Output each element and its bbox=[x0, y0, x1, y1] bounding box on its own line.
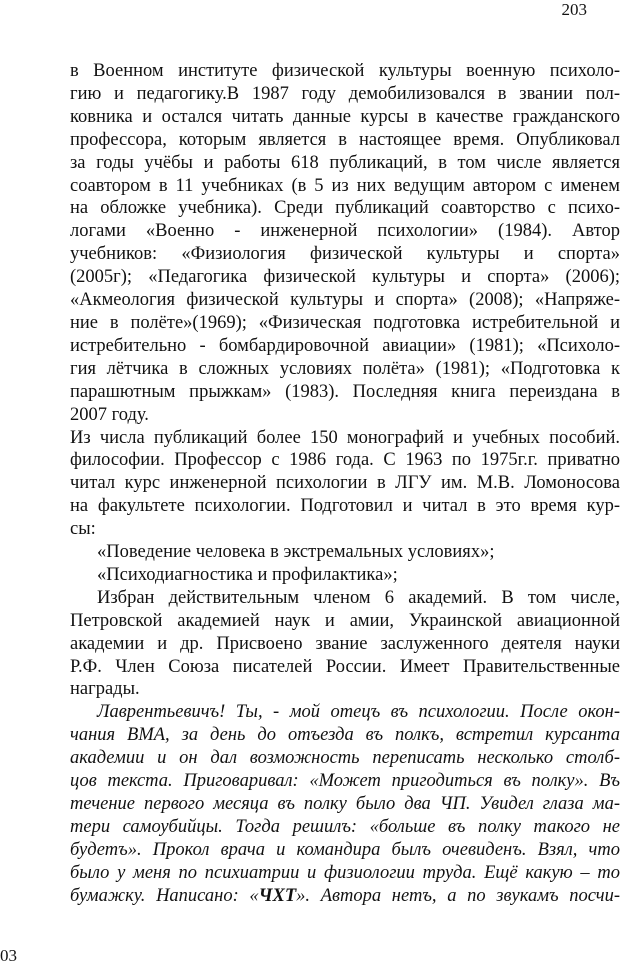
italic-text-line: тери самоубийцы. Тогда решилъ: «больше въ полку такого не bbox=[70, 816, 620, 837]
text-line: учебников: «Физиология физической культуры и спорта» bbox=[70, 244, 620, 265]
text-line: 2007 году. bbox=[70, 404, 149, 425]
text-line: ние в полёте»(1969); «Физическая подготовка истребительной и bbox=[70, 312, 620, 333]
text-line: истребительно - бомбардировочной авиации» (1981); «Психоло- bbox=[70, 335, 620, 356]
corner-page-number: 03 bbox=[0, 946, 17, 965]
text-line: гия лётчика в сложных условиях полёта» (1981); «Подготовка к bbox=[70, 358, 620, 379]
italic-text-line: цов текста. Приговаривал: «Может пригодиться въ полку». Въ bbox=[70, 771, 620, 792]
text-line: в Военном институте физической культуры военную психоло- bbox=[70, 61, 620, 81]
italic-text-line: чания ВМА, за день до отъезда въ полкъ, встретил курсанта bbox=[70, 725, 620, 746]
text-line: парашютным прыжкам» (1983). Последняя книга переиздана в bbox=[70, 381, 620, 402]
italic-text-line bbox=[70, 885, 620, 908]
course-item: «Поведение человека в экстремальных условиях»; bbox=[97, 542, 495, 563]
page-text bbox=[70, 60, 620, 908]
bold-abbreviation: ЧХТ bbox=[258, 885, 297, 906]
text-line: философии. Профессор с 1986 года. С 1963 по 1975г.г. приватно bbox=[70, 450, 620, 471]
text-line: логами «Военно - инженерной психологии» (1984). Автор bbox=[70, 221, 620, 242]
text-line: соавтором в 11 учебниках (в 5 из них ведущим автором с именем bbox=[70, 175, 620, 196]
text-line: сы: bbox=[70, 519, 96, 540]
text-line: ковника и остался читать данные курсы в качестве гражданского bbox=[70, 106, 620, 127]
page-number: 203 bbox=[561, 0, 587, 19]
text-line: Петровской академией наук и амии, Украинской авиационной bbox=[70, 610, 620, 631]
text-line: «Акмеология физической культуры и спорта» (2008); «Напряже- bbox=[70, 290, 620, 311]
text-line: читал курс инженерной психологии в ЛГУ им. М.В. Ломоносова bbox=[70, 473, 620, 494]
text-line: Р.Ф. Член Союза писателей России. Имеет Правительственные bbox=[70, 656, 620, 677]
italic-text-line: будетъ». Прокол врача и командира былъ очевиденъ. Взял, что bbox=[70, 839, 620, 860]
text-line: (2005г); «Педагогика физической культуры и спорта» (2006); bbox=[70, 267, 620, 288]
text-line: профессора, которым является в настоящее время. Опубликовал bbox=[70, 129, 620, 150]
text-line: гию и педагогику.В 1987 году демобилизовался в звании пол- bbox=[70, 83, 620, 104]
course-item: «Психодиагностика и профилактика»; bbox=[97, 564, 398, 585]
text-fragment: бумажку. Написано: « bbox=[70, 885, 259, 906]
text-line: академии и др. Присвоено звание заслуженного деятеля науки bbox=[70, 633, 620, 654]
italic-text-line: академии и он дал возможность переписать несколько столб- bbox=[70, 748, 620, 769]
text-line: Из числа публикаций более 150 монографий и учебных пособий. bbox=[70, 427, 620, 448]
italic-text-line: течение первого месяца въ полку было два ЧП. Увидел глаза ма- bbox=[70, 794, 620, 814]
text-line: за годы учёбы и работы 618 публикаций, в том числе является bbox=[70, 152, 620, 173]
italic-text-line: Лаврентьевичъ! Ты, - мой отецъ въ психологии. После окон- bbox=[97, 702, 620, 723]
text-line: на факультете психологии. Подготовил и читал в это время кур- bbox=[70, 496, 620, 517]
text-line: на обложке учебника). Среди публикаций соавторство с психо- bbox=[70, 198, 620, 219]
text-line: Избран действительным членом 6 академий. В том числе, bbox=[97, 587, 620, 608]
italic-text-line: было у меня по психиатрии и физиологии труда. Ещё какую – то bbox=[70, 862, 620, 883]
text-line: награды. bbox=[70, 679, 140, 700]
text-fragment: ». Автора нетъ, а по звукамъ посчи- bbox=[296, 885, 620, 906]
